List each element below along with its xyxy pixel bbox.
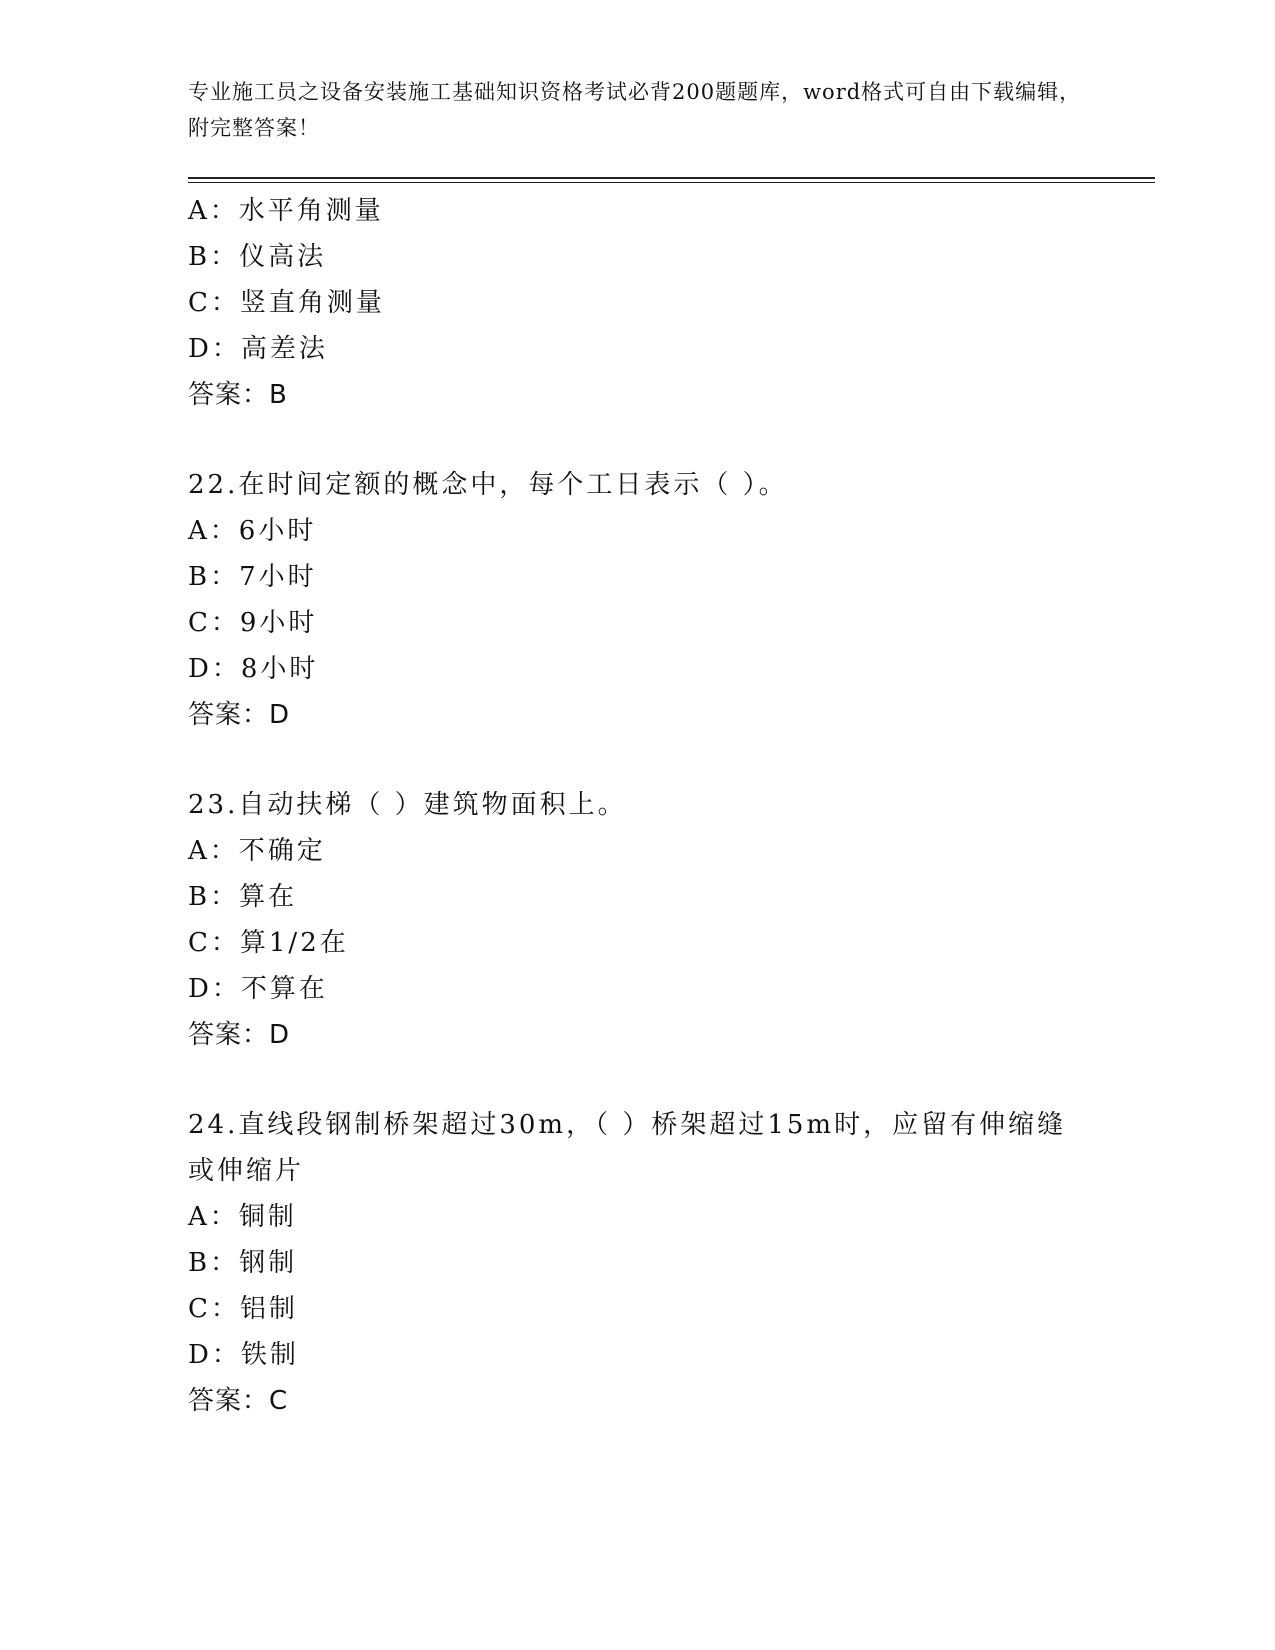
option-a: A：水平角测量	[188, 196, 384, 226]
answer-line: 答案：C	[188, 1386, 289, 1416]
option-a: A：6小时	[188, 516, 317, 546]
option-a: A：铜制	[188, 1202, 297, 1232]
question-23	[188, 782, 1108, 1058]
option-d: D：不算在	[188, 974, 328, 1004]
question-stem: 22.在时间定额的概念中，每个工日表示（ ）。	[188, 470, 788, 500]
answer-line: 答案：D	[188, 700, 291, 730]
header-divider-thick	[188, 177, 1155, 179]
option-c: C：算1/2在	[188, 928, 349, 958]
answer-line: 答案：D	[188, 1020, 291, 1050]
question-list	[188, 188, 1108, 1424]
answer-line: 答案：B	[188, 380, 288, 410]
spacer	[188, 418, 1108, 462]
option-d: D：高差法	[188, 334, 328, 364]
document-header: 专业施工员之设备安装施工基础知识资格考试必背200题题库，word格式可自由下载编辑，附完整答案！	[188, 80, 1082, 140]
spacer	[188, 1058, 1108, 1102]
option-d: D：铁制	[188, 1340, 299, 1370]
question-22	[188, 462, 1108, 738]
question-stem: 23.自动扶梯（ ）建筑物面积上。	[188, 790, 627, 820]
option-b: B：7小时	[188, 562, 317, 592]
option-b: B：算在	[188, 882, 298, 912]
question-21	[188, 188, 1108, 418]
option-a: A：不确定	[188, 836, 326, 866]
question-24	[188, 1102, 1108, 1424]
header-divider-thin	[188, 182, 1155, 183]
spacer	[188, 738, 1108, 782]
option-d: D：8小时	[188, 654, 319, 684]
option-c: C：9小时	[188, 608, 318, 638]
option-b: B：仪高法	[188, 242, 327, 272]
option-c: C：铝制	[188, 1294, 298, 1324]
option-b: B：钢制	[188, 1248, 298, 1278]
question-stem: 24.直线段钢制桥架超过30m，（ ）桥架超过15m时，应留有伸缩缝或伸缩片	[188, 1110, 1067, 1186]
option-c: C：竖直角测量	[188, 288, 385, 318]
